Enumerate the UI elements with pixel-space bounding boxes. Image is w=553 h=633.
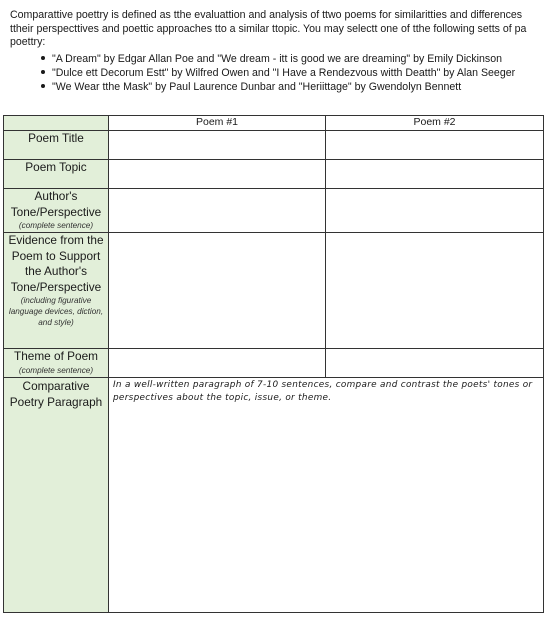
row-label-subtext: (complete sentence) [18,365,94,375]
row-label-text: Author's Tone/Perspective [10,189,102,219]
poem-1-topic-cell[interactable] [109,160,326,189]
poem-1-theme-cell[interactable] [109,349,326,378]
poem-1-evidence-cell[interactable] [109,233,326,349]
poem-1-tone-cell[interactable] [109,189,326,233]
poem-pair-item: "Dulce ett Decorum Estt" by Wilfred Owen and "I Have a Rendezvous witth Deatth" by Alan Seeger [52,66,553,80]
intro-line: Comparattive poettry is defined as tthe evaluattion and analysis of ttwo poems for similaritties and differences [10,9,523,21]
table-row-tone [4,189,544,233]
paragraph-instruction: In a well-written paragraph of 7-10 sentences, compare and contrast the poets' tones or perspectives about the topic, issue, or theme. [113,380,533,403]
row-label-poem-title [4,131,109,160]
column-header-poem-2: Poem #2 [326,116,544,131]
poem-2-theme-cell[interactable] [326,349,544,378]
row-label-subtext: (including figurative language devices, diction, and style) [8,296,104,327]
row-label-tone [4,189,109,233]
row-label-subtext: (complete sentence) [18,221,94,230]
row-label-text: Comparative Poetry Paragraph [9,379,103,409]
poem-2-evidence-cell[interactable] [326,233,544,349]
table-header-row [4,116,544,131]
row-label-text: Poem Topic [25,160,87,174]
poem-pair-item: "A Dream" by Edgar Allan Poe and "We dream - itt is good we are dreaming" by Emily Dickinson [52,52,553,66]
table-row-poem-title [4,131,544,160]
poem-2-tone-cell[interactable] [326,189,544,233]
row-label-text: Evidence from the Poem to Support the Author's Tone/Perspective [8,233,104,294]
poem-2-topic-cell[interactable] [326,160,544,189]
instructions-text [10,9,553,94]
row-label-text: Theme of Poem [14,349,98,363]
header-corner-cell [4,116,109,131]
table-row-evidence [4,233,544,349]
comparative-paragraph-cell[interactable] [109,378,544,613]
intro-line: ttheir perspecttives and poettic approaches tto a similar ttopic. You may selectt one of tthe following setts of pa [10,22,527,35]
table-row-paragraph [4,378,544,613]
row-label-paragraph [4,378,109,613]
table-row-poem-topic [4,160,544,189]
poem-2-title-cell[interactable] [326,131,544,160]
row-label-poem-topic [4,160,109,189]
table-row-theme [4,349,544,378]
row-label-text: Poem Title [28,131,84,145]
column-header-poem-1: Poem #1 [109,116,326,131]
poem-pair-item: "We Wear tthe Mask" by Paul Laurence Dunbar and "Heriittage" by Gwendolyn Bennett [52,80,553,94]
row-label-theme [4,349,109,378]
intro-line: poettry: [10,36,46,48]
poem-pair-list [10,52,553,94]
poem-1-title-cell[interactable] [109,131,326,160]
comparison-table [3,115,544,613]
row-label-evidence [4,233,109,349]
